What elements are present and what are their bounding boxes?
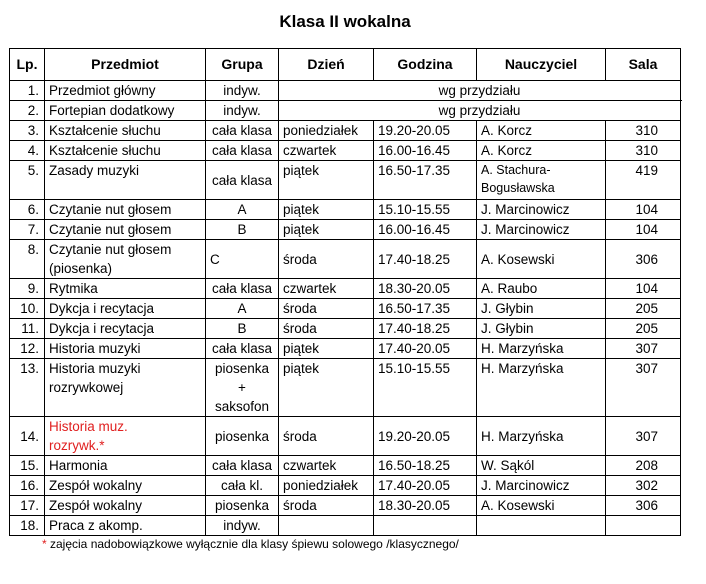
cell-dzien: piątek xyxy=(279,220,374,240)
table-row xyxy=(10,496,681,516)
cell-grupa xyxy=(206,319,279,339)
cell-lp: 4. xyxy=(10,141,45,161)
cell-sala: 306 xyxy=(606,240,681,279)
cell-grupa xyxy=(206,417,279,456)
cell-przedmiot xyxy=(45,101,206,121)
cell-przedmiot xyxy=(45,141,206,161)
cell-grupa xyxy=(206,161,279,200)
cell-godzina: 17.40-18.25 xyxy=(374,319,477,339)
cell-grupa xyxy=(206,200,279,220)
cell-grupa-line: piosenka xyxy=(214,428,270,444)
cell-grupa-line: cała klasa xyxy=(211,281,273,296)
footnote xyxy=(42,537,459,551)
cell-nauczyciel-line: H. Marzyńska xyxy=(481,361,564,376)
cell-lp: 7. xyxy=(10,220,45,240)
cell-dzien: środa xyxy=(279,496,374,516)
cell-nauczyciel-line: H. Marzyńska xyxy=(481,428,564,444)
cell-grupa-line: C xyxy=(210,251,220,267)
cell-nauczyciel xyxy=(477,121,606,141)
cell-nauczyciel xyxy=(477,319,606,339)
cell-przedmiot-line: Czytanie nut głosem xyxy=(49,242,172,257)
cell-godzina: 16.50-18.25 xyxy=(374,456,477,476)
cell-przedmiot xyxy=(45,456,206,476)
table-row xyxy=(10,200,681,220)
cell-dzien: środa xyxy=(279,319,374,339)
cell-grupa-line: A xyxy=(237,301,247,316)
cell-przedmiot-line: Zasady muzyki xyxy=(49,163,140,178)
header-godzina: Godzina xyxy=(374,49,477,81)
cell-sala: 104 xyxy=(606,220,681,240)
schedule-table xyxy=(9,48,681,536)
cell-grupa xyxy=(206,299,279,319)
cell-przedmiot-line: Czytanie nut głosem xyxy=(49,222,172,237)
cell-nauczyciel-line: A. Raubo xyxy=(481,281,538,296)
cell-grupa-line: cała klasa xyxy=(211,172,273,188)
cell-sala: 208 xyxy=(606,456,681,476)
table-row xyxy=(10,319,681,339)
table-row xyxy=(10,456,681,476)
cell-nauczyciel xyxy=(477,339,606,359)
cell-grupa xyxy=(206,101,279,121)
table-row xyxy=(10,161,681,200)
cell-przedmiot-line: Historia muzyki xyxy=(49,341,141,356)
cell-grupa-line: indyw. xyxy=(223,518,261,533)
cell-grupa-line: cała klasa xyxy=(211,143,273,158)
cell-przedmiot xyxy=(45,516,206,536)
cell-grupa-line: B xyxy=(237,321,247,336)
cell-dzien: poniedziałek xyxy=(279,476,374,496)
cell-przedmiot xyxy=(45,121,206,141)
cell-sala: 302 xyxy=(606,476,681,496)
cell-godzina: 16.00-16.45 xyxy=(374,141,477,161)
cell-nauczyciel-line: A. Kosewski xyxy=(481,251,555,267)
cell-przedmiot-line: Zespół wokalny xyxy=(49,478,143,493)
cell-przedmiot-line: Zespół wokalny xyxy=(49,498,143,513)
cell-przedmiot xyxy=(45,220,206,240)
table-row xyxy=(10,121,681,141)
cell-nauczyciel xyxy=(477,516,606,536)
cell-merged: wg przydziału xyxy=(279,81,681,101)
cell-nauczyciel-line: Bogusławska xyxy=(481,181,555,195)
cell-grupa xyxy=(206,339,279,359)
cell-nauczyciel xyxy=(477,200,606,220)
cell-nauczyciel xyxy=(477,359,606,417)
cell-przedmiot-line: Przedmiot główny xyxy=(49,83,156,98)
cell-lp: 12. xyxy=(10,339,45,359)
table-row xyxy=(10,220,681,240)
cell-grupa-line: cała klasa xyxy=(211,123,273,138)
cell-grupa xyxy=(206,496,279,516)
table-row xyxy=(10,339,681,359)
table-row xyxy=(10,299,681,319)
table-row xyxy=(10,476,681,496)
cell-grupa-line: cała klasa xyxy=(211,458,273,473)
cell-dzien: piątek xyxy=(279,161,374,200)
cell-nauczyciel xyxy=(477,141,606,161)
cell-godzina: 19.20-20.05 xyxy=(374,417,477,456)
header-lp: Lp. xyxy=(10,49,45,81)
cell-nauczyciel-line: W. Sąkól xyxy=(481,458,535,473)
cell-grupa-line: piosenka xyxy=(214,498,270,513)
cell-sala: 310 xyxy=(606,141,681,161)
cell-nauczyciel xyxy=(477,161,606,200)
cell-lp: 5. xyxy=(10,161,45,200)
table-row xyxy=(10,516,681,536)
cell-nauczyciel-line: A. Korcz xyxy=(481,123,533,138)
cell-lp: 9. xyxy=(10,279,45,299)
cell-dzien: piątek xyxy=(279,359,374,417)
cell-przedmiot-line: Historia muz. xyxy=(49,419,128,434)
cell-przedmiot xyxy=(45,496,206,516)
cell-nauczyciel xyxy=(477,476,606,496)
cell-przedmiot-line: rozrywkowej xyxy=(49,380,124,395)
cell-nauczyciel-line: A. Stachura- xyxy=(481,163,551,177)
table-body xyxy=(10,81,681,536)
cell-sala: 205 xyxy=(606,299,681,319)
table-row xyxy=(10,417,681,456)
cell-nauczyciel-line: J. Marcinowicz xyxy=(481,222,570,237)
cell-nauczyciel xyxy=(477,417,606,456)
cell-lp: 15. xyxy=(10,456,45,476)
cell-przedmiot xyxy=(45,319,206,339)
table-row xyxy=(10,101,681,121)
table-row xyxy=(10,279,681,299)
cell-grupa xyxy=(206,456,279,476)
table-row xyxy=(10,141,681,161)
cell-godzina: 16.00-16.45 xyxy=(374,220,477,240)
cell-dzien: piątek xyxy=(279,339,374,359)
cell-godzina: 16.50-17.35 xyxy=(374,161,477,200)
cell-grupa xyxy=(206,121,279,141)
table-row xyxy=(10,359,681,417)
cell-nauczyciel-line: A. Kosewski xyxy=(481,498,555,513)
cell-przedmiot xyxy=(45,417,206,456)
cell-grupa-line: A xyxy=(237,202,247,217)
cell-przedmiot-line: Kształcenie słuchu xyxy=(49,143,161,158)
cell-lp: 6. xyxy=(10,200,45,220)
cell-przedmiot xyxy=(45,476,206,496)
cell-godzina: 18.30-20.05 xyxy=(374,279,477,299)
cell-sala: 104 xyxy=(606,279,681,299)
cell-dzien xyxy=(279,516,374,536)
cell-sala: 307 xyxy=(606,339,681,359)
cell-grupa-line: cała kl. xyxy=(220,478,264,493)
cell-lp: 11. xyxy=(10,319,45,339)
cell-nauczyciel-line: A. Korcz xyxy=(481,143,533,158)
cell-lp: 10. xyxy=(10,299,45,319)
cell-grupa-line: + xyxy=(238,380,246,395)
cell-sala: 419 xyxy=(606,161,681,200)
cell-nauczyciel-line: J. Marcinowicz xyxy=(481,202,570,217)
cell-nauczyciel xyxy=(477,496,606,516)
cell-dzien: piątek xyxy=(279,200,374,220)
cell-lp: 18. xyxy=(10,516,45,536)
cell-przedmiot xyxy=(45,359,206,417)
cell-grupa xyxy=(206,81,279,101)
cell-sala: 307 xyxy=(606,359,681,417)
cell-przedmiot xyxy=(45,161,206,200)
cell-przedmiot xyxy=(45,299,206,319)
footnote-star: * xyxy=(42,537,47,551)
cell-lp: 17. xyxy=(10,496,45,516)
cell-dzien: środa xyxy=(279,240,374,279)
cell-nauczyciel-line: H. Marzyńska xyxy=(481,341,564,356)
header-nauczyciel: Nauczyciel xyxy=(477,49,606,81)
cell-sala: 104 xyxy=(606,200,681,220)
cell-dzien: środa xyxy=(279,417,374,456)
cell-godzina: 17.40-20.05 xyxy=(374,339,477,359)
footnote-text: zajęcia nadobowiązkowe wyłącznie dla klasy śpiewu solowego /klasycznego/ xyxy=(46,537,459,551)
cell-grupa xyxy=(206,279,279,299)
cell-przedmiot xyxy=(45,240,206,279)
cell-przedmiot xyxy=(45,279,206,299)
cell-dzien: czwartek xyxy=(279,456,374,476)
cell-przedmiot-line: (piosenka) xyxy=(49,261,113,276)
cell-dzien: poniedziałek xyxy=(279,121,374,141)
cell-grupa xyxy=(206,220,279,240)
cell-przedmiot-line: rozrywk.* xyxy=(49,438,105,453)
cell-dzien: czwartek xyxy=(279,141,374,161)
cell-godzina: 18.30-20.05 xyxy=(374,496,477,516)
cell-przedmiot-line: Dykcja i recytacja xyxy=(49,301,155,316)
cell-lp: 2. xyxy=(10,101,45,121)
cell-nauczyciel xyxy=(477,299,606,319)
cell-grupa xyxy=(206,476,279,496)
cell-nauczyciel xyxy=(477,220,606,240)
cell-nauczyciel-line: J. Głybin xyxy=(481,321,534,336)
cell-godzina: 15.10-15.55 xyxy=(374,200,477,220)
header-dzien: Dzień xyxy=(279,49,374,81)
cell-przedmiot-line: Harmonia xyxy=(49,458,108,473)
cell-grupa-line: B xyxy=(237,222,247,237)
cell-przedmiot-line: Dykcja i recytacja xyxy=(49,321,155,336)
cell-przedmiot-line: Fortepian dodatkowy xyxy=(49,103,175,118)
header-grupa: Grupa xyxy=(206,49,279,81)
cell-nauczyciel xyxy=(477,240,606,279)
table-row xyxy=(10,240,681,279)
cell-przedmiot-line: Rytmika xyxy=(49,281,98,296)
cell-grupa xyxy=(206,240,279,279)
cell-przedmiot-line: Kształcenie słuchu xyxy=(49,123,161,138)
cell-lp: 3. xyxy=(10,121,45,141)
cell-merged: wg przydziału xyxy=(279,101,681,121)
cell-sala xyxy=(606,516,681,536)
cell-godzina: 17.40-18.25 xyxy=(374,240,477,279)
cell-grupa xyxy=(206,516,279,536)
cell-przedmiot xyxy=(45,339,206,359)
cell-lp: 14. xyxy=(10,417,45,456)
cell-nauczyciel-line: J. Głybin xyxy=(481,301,534,316)
cell-przedmiot-line: Historia muzyki xyxy=(49,361,141,376)
cell-grupa-line: indyw. xyxy=(223,103,261,118)
cell-sala: 306 xyxy=(606,496,681,516)
cell-lp: 16. xyxy=(10,476,45,496)
cell-sala: 205 xyxy=(606,319,681,339)
header-row xyxy=(10,49,681,81)
cell-godzina: 17.40-20.05 xyxy=(374,476,477,496)
cell-przedmiot-line: Czytanie nut głosem xyxy=(49,202,172,217)
cell-grupa-line: indyw. xyxy=(223,83,261,98)
header-sala: Sala xyxy=(606,49,681,81)
cell-godzina: 19.20-20.05 xyxy=(374,121,477,141)
cell-grupa-line: saksofon xyxy=(214,399,270,414)
cell-lp: 8. xyxy=(10,240,45,279)
cell-nauczyciel-line: J. Marcinowicz xyxy=(481,478,570,493)
cell-godzina: 16.50-17.35 xyxy=(374,299,477,319)
cell-sala: 310 xyxy=(606,121,681,141)
cell-dzien: środa xyxy=(279,299,374,319)
cell-lp: 1. xyxy=(10,81,45,101)
cell-grupa xyxy=(206,141,279,161)
cell-godzina: 15.10-15.55 xyxy=(374,359,477,417)
cell-sala: 307 xyxy=(606,417,681,456)
table-row xyxy=(10,81,681,101)
cell-godzina xyxy=(374,516,477,536)
cell-przedmiot xyxy=(45,200,206,220)
cell-nauczyciel xyxy=(477,456,606,476)
cell-lp: 13. xyxy=(10,359,45,417)
page-title: Klasa II wokalna xyxy=(279,12,411,31)
cell-przedmiot-line: Praca z akomp. xyxy=(49,518,143,533)
header-przedmiot: Przedmiot xyxy=(45,49,206,81)
cell-dzien: czwartek xyxy=(279,279,374,299)
cell-grupa-line: piosenka xyxy=(214,361,270,376)
cell-grupa xyxy=(206,359,279,417)
cell-przedmiot xyxy=(45,81,206,101)
cell-grupa-line: cała klasa xyxy=(211,341,273,356)
cell-nauczyciel xyxy=(477,279,606,299)
